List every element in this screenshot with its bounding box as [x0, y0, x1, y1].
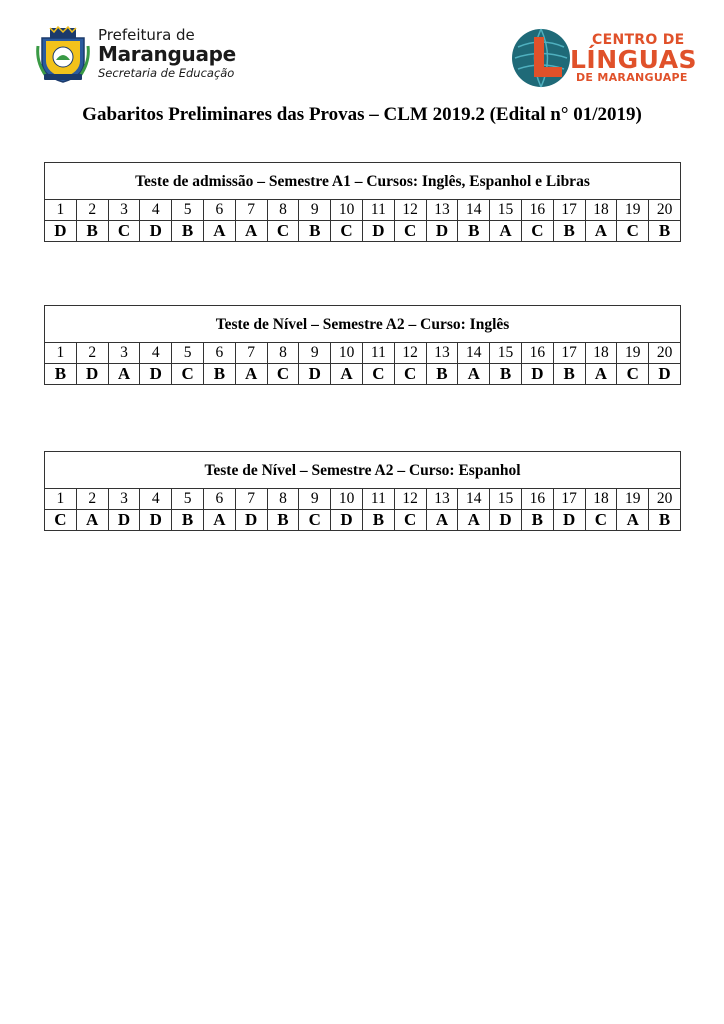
answer-cell: D [76, 364, 108, 385]
answer-cell: D [140, 510, 172, 531]
question-number-cell: 3 [108, 343, 140, 364]
answers-row [45, 364, 681, 385]
prefeitura-name: Maranguape [98, 41, 236, 66]
question-number-cell: 8 [267, 489, 299, 510]
question-number-cell: 12 [394, 489, 426, 510]
answer-cell: C [617, 364, 649, 385]
answer-cell: A [76, 510, 108, 531]
table-caption: Teste de Nível – Semestre A2 – Curso: Inglês [45, 306, 681, 343]
answer-cell: C [267, 364, 299, 385]
secretaria-name: Secretaria de Educação [98, 65, 235, 80]
answer-cell: A [203, 221, 235, 242]
clm-line1: CENTRO DE [592, 32, 685, 48]
answer-cell: C [45, 510, 77, 531]
prefeitura-text [98, 28, 236, 79]
question-number-cell: 14 [458, 200, 490, 221]
question-number-cell: 13 [426, 489, 458, 510]
prefeitura-line1: Prefeitura de [98, 26, 195, 44]
answer-cell: B [649, 510, 681, 531]
answer-cell: C [267, 221, 299, 242]
question-number-cell: 13 [426, 200, 458, 221]
question-number-cell: 18 [585, 343, 617, 364]
answer-cell: A [331, 364, 363, 385]
question-number-cell: 6 [203, 489, 235, 510]
answer-cell: A [108, 364, 140, 385]
answer-cell: A [617, 510, 649, 531]
answer-cell: B [172, 221, 204, 242]
answer-cell: B [490, 364, 522, 385]
question-number-cell: 18 [585, 489, 617, 510]
clm-text [570, 33, 697, 83]
clm-line3: DE MARANGUAPE [576, 71, 688, 84]
answer-cell: B [267, 510, 299, 531]
answer-cell: C [394, 510, 426, 531]
question-number-cell: 20 [649, 343, 681, 364]
question-number-cell: 1 [45, 200, 77, 221]
question-number-cell: 20 [649, 200, 681, 221]
answer-table-admissao [44, 162, 681, 242]
question-number-cell: 1 [45, 343, 77, 364]
table-caption: Teste de admissão – Semestre A1 – Cursos: Inglês, Espanhol e Libras [45, 163, 681, 200]
answer-cell: B [649, 221, 681, 242]
question-number-cell: 4 [140, 343, 172, 364]
answer-cell: C [362, 364, 394, 385]
answer-cell: A [490, 221, 522, 242]
answer-cell: D [649, 364, 681, 385]
answer-cell: C [394, 364, 426, 385]
answer-cell: B [553, 221, 585, 242]
answer-cell: A [235, 364, 267, 385]
question-number-cell: 12 [394, 200, 426, 221]
question-number-cell: 10 [331, 343, 363, 364]
answer-cell: D [553, 510, 585, 531]
answer-cell: A [458, 510, 490, 531]
question-number-cell: 16 [521, 200, 553, 221]
answer-cell: D [490, 510, 522, 531]
answer-cell: B [203, 364, 235, 385]
answer-cell: C [617, 221, 649, 242]
answer-cell: A [585, 364, 617, 385]
question-number-cell: 11 [362, 343, 394, 364]
answer-cell: D [45, 221, 77, 242]
question-number-cell: 17 [553, 343, 585, 364]
question-number-cell: 16 [521, 489, 553, 510]
question-number-cell: 20 [649, 489, 681, 510]
answer-cell: C [172, 364, 204, 385]
question-number-cell: 6 [203, 200, 235, 221]
question-number-cell: 15 [490, 343, 522, 364]
question-number-cell: 11 [362, 489, 394, 510]
answer-cell: B [553, 364, 585, 385]
answer-cell: B [45, 364, 77, 385]
answers-row [45, 221, 681, 242]
table-caption: Teste de Nível – Semestre A2 – Curso: Espanhol [45, 452, 681, 489]
question-number-cell: 2 [76, 200, 108, 221]
question-number-cell: 18 [585, 200, 617, 221]
answer-cell: B [362, 510, 394, 531]
question-number-cell: 9 [299, 200, 331, 221]
question-number-cell: 9 [299, 343, 331, 364]
answers-row [45, 510, 681, 531]
answer-cell: A [585, 221, 617, 242]
answer-cell: B [299, 221, 331, 242]
question-number-cell: 14 [458, 343, 490, 364]
question-number-cell: 17 [553, 200, 585, 221]
prefeitura-logo [36, 26, 236, 84]
question-number-cell: 10 [331, 489, 363, 510]
maranguape-crest-icon [36, 26, 90, 84]
question-number-cell: 12 [394, 343, 426, 364]
answer-cell: C [585, 510, 617, 531]
document-title: Gabaritos Preliminares das Provas – CLM 2019.2 (Edital n° 01/2019) [82, 104, 642, 125]
question-number-cell: 19 [617, 489, 649, 510]
answer-cell: C [299, 510, 331, 531]
question-number-cell: 16 [521, 343, 553, 364]
question-number-cell: 19 [617, 200, 649, 221]
question-number-cell: 7 [235, 343, 267, 364]
answer-cell: C [394, 221, 426, 242]
question-number-cell: 7 [235, 200, 267, 221]
answer-cell: D [331, 510, 363, 531]
answer-cell: D [521, 364, 553, 385]
answer-cell: C [331, 221, 363, 242]
clm-line2: LÍNGUAS [570, 45, 698, 74]
answer-cell: B [172, 510, 204, 531]
answer-cell: D [362, 221, 394, 242]
question-number-cell: 8 [267, 200, 299, 221]
question-number-cell: 5 [172, 489, 204, 510]
question-number-cell: 15 [490, 200, 522, 221]
clm-logo [510, 27, 697, 89]
globe-icon [510, 27, 572, 89]
answer-cell: D [426, 221, 458, 242]
answer-cell: A [426, 510, 458, 531]
answer-cell: A [203, 510, 235, 531]
header [0, 0, 724, 100]
answer-cell: A [458, 364, 490, 385]
question-number-cell: 14 [458, 489, 490, 510]
answer-table-ingles [44, 305, 681, 385]
question-number-cell: 19 [617, 343, 649, 364]
answer-cell: B [458, 221, 490, 242]
question-number-cell: 11 [362, 200, 394, 221]
question-number-cell: 6 [203, 343, 235, 364]
question-numbers-row [45, 200, 681, 221]
question-number-cell: 9 [299, 489, 331, 510]
question-number-cell: 3 [108, 200, 140, 221]
answer-cell: B [426, 364, 458, 385]
answer-cell: C [108, 221, 140, 242]
answer-cell: B [521, 510, 553, 531]
answer-cell: D [108, 510, 140, 531]
answer-cell: D [235, 510, 267, 531]
answer-cell: C [521, 221, 553, 242]
question-number-cell: 4 [140, 200, 172, 221]
question-number-cell: 13 [426, 343, 458, 364]
question-numbers-row [45, 343, 681, 364]
answer-cell: D [140, 221, 172, 242]
question-number-cell: 17 [553, 489, 585, 510]
answer-cell: B [76, 221, 108, 242]
question-number-cell: 15 [490, 489, 522, 510]
question-number-cell: 3 [108, 489, 140, 510]
answer-cell: D [299, 364, 331, 385]
question-number-cell: 5 [172, 200, 204, 221]
question-number-cell: 10 [331, 200, 363, 221]
question-number-cell: 2 [76, 489, 108, 510]
answer-cell: A [235, 221, 267, 242]
question-number-cell: 4 [140, 489, 172, 510]
question-numbers-row [45, 489, 681, 510]
question-number-cell: 1 [45, 489, 77, 510]
answer-cell: D [140, 364, 172, 385]
question-number-cell: 7 [235, 489, 267, 510]
question-number-cell: 2 [76, 343, 108, 364]
answer-table-espanhol [44, 451, 681, 531]
question-number-cell: 5 [172, 343, 204, 364]
question-number-cell: 8 [267, 343, 299, 364]
